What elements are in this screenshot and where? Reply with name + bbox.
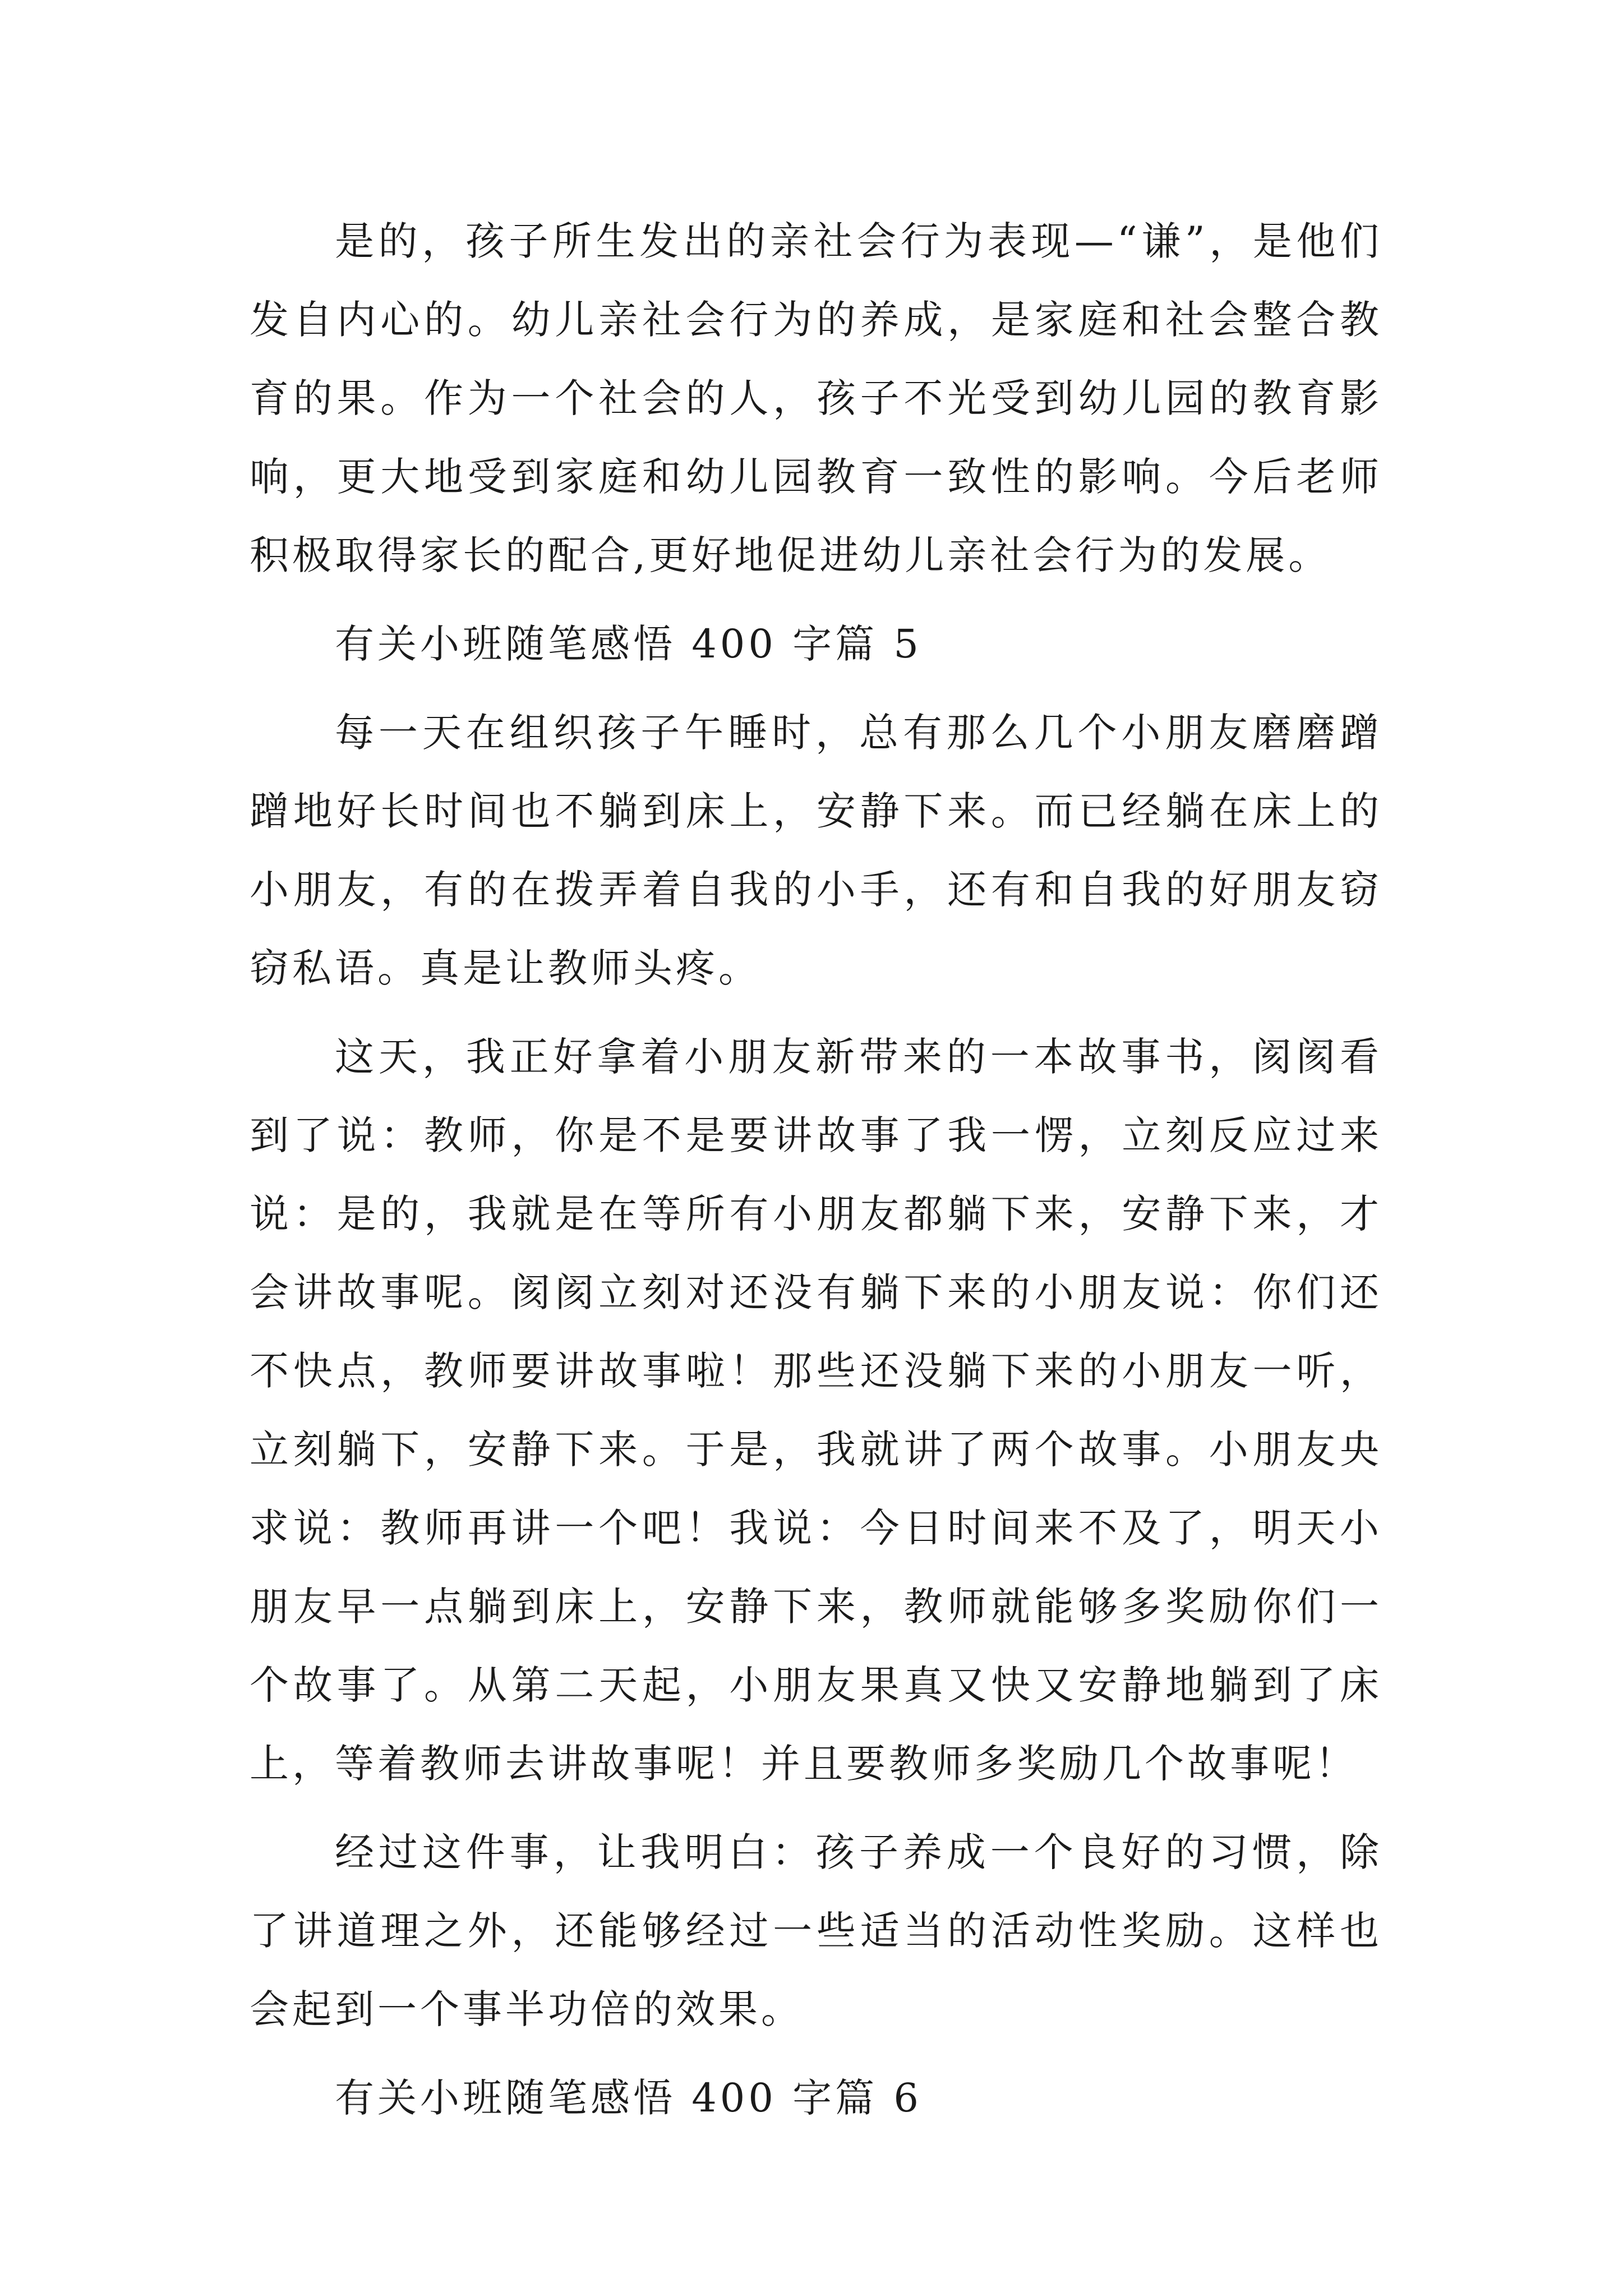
document-body	[250, 202, 1382, 2137]
paragraph-2: 每一天在组织孩子午睡时，总有那么几个小朋友磨磨蹭蹭地好长时间也不躺到床上，安静下来。而已经躺在床上的小朋友，有的在拨弄着自我的小手，还有和自我的好朋友窃窃私语。真是让教师头疼。	[250, 710, 1382, 991]
paragraph-1: 是的，孩子所生发出的亲社会行为表现—“谦”，是他们发自内心的。幼儿亲社会行为的养成，是家庭和社会整合教育的果。作为一个社会的人，孩子不光受到幼儿园的教育影响，更大地受到家庭和幼儿园教育一致性的影响。今后老师积极取得家长的配合,更好地促进幼儿亲社会行为的发展。	[250, 218, 1382, 578]
section-heading-6: 有关小班随笔感悟 400 字篇 6	[335, 2075, 922, 2121]
paragraph-3: 这天，我正好拿着小朋友新带来的一本故事书，阂阂看到了说：教师，你是不是要讲故事了我一愣，立刻反应过来说：是的，我就是在等所有小朋友都躺下来，安静下来，才会讲故事呢。阂阂立刻对还没有躺下来的小朋友说：你们还不快点，教师要讲故事啦！那些还没躺下来的小朋友一听，立刻躺下，安静下来。于是，我就讲了两个故事。小朋友央求说：教师再讲一个吧！我说：今日时间来不及了，明天小朋友早一点躺到床上，安静下来，教师就能够多奖励你们一个故事了。从第二天起，小朋友果真又快又安静地躺到了床上，等着教师去讲故事呢！并且要教师多奖励几个故事呢！	[250, 1034, 1382, 1787]
section-heading-5: 有关小班随笔感悟 400 字篇 5	[335, 621, 922, 667]
paragraph-4: 经过这件事，让我明白：孩子养成一个良好的习惯，除了讲道理之外，还能够经过一些适当的活动性奖励。这样也会起到一个事半功倍的效果。	[250, 1829, 1382, 2032]
